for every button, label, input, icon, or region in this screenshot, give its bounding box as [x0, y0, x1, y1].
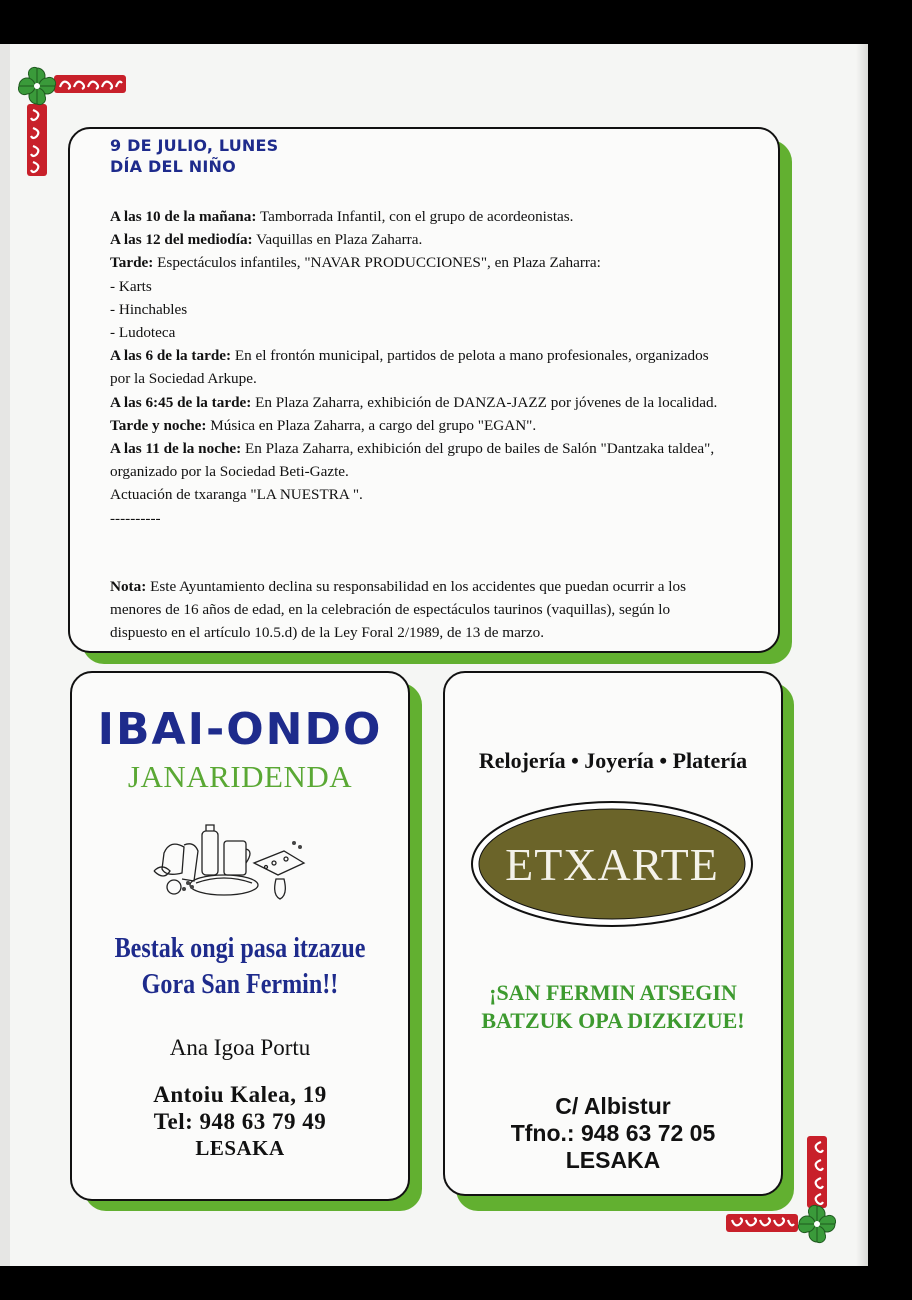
note-lead: Nota:	[110, 578, 147, 595]
etxarte-greeting	[445, 979, 781, 1035]
ibaiondo-street: Antoiu Kalea, 19	[153, 1082, 327, 1107]
program-item-text: ----------	[110, 509, 161, 527]
program-item-time: Tarde:	[110, 254, 154, 272]
program-item	[110, 228, 730, 251]
ibaiondo-slogan	[96, 931, 385, 1003]
note-text: Este Ayuntamiento declina su responsabilidad en los accidentes que puedan ocurrir a los menores de 16 años de edad, en la celebración de espectáculos taurinos (vaquillas), según lo dispuesto en el artículo 10.5.d) de la Ley Foral 2/1989, de 13 de marzo.	[110, 578, 686, 642]
program-item	[110, 507, 730, 530]
ornament-right-bar	[807, 1136, 827, 1208]
program-item-text: Música en Plaza Zaharra, a cargo del grupo "EGAN".	[206, 416, 537, 434]
program-item	[110, 414, 730, 437]
program-item-text: En el frontón municipal, partidos de pelota a mano profesionales, organizados por la Sociedad Arkupe.	[110, 347, 709, 388]
program-item	[110, 321, 730, 344]
program-note	[110, 575, 730, 645]
ibaiondo-owner: Ana Igoa Portu	[169, 1035, 311, 1060]
program-item	[110, 483, 730, 506]
program-item-text: Vaquillas en Plaza Zaharra.	[252, 231, 423, 249]
program-item-time: A las 10 de la mañana:	[110, 208, 257, 225]
lauburu-icon	[795, 1202, 839, 1246]
ibaiondo-address	[72, 1081, 408, 1162]
program-item-text: Espectáculos infantiles, "NAVAR PRODUCCIONES", en Plaza Zaharra:	[153, 254, 601, 272]
food-illustration	[144, 823, 324, 903]
greeting-line-2: BATZUK OPA DIZKIZUE!	[481, 1008, 745, 1033]
program-item-text: - Hinchables	[110, 300, 188, 318]
program-list	[110, 205, 730, 530]
program-heading	[110, 135, 278, 177]
etxarte-tagline: Relojería • Joyería • Platería	[478, 748, 748, 773]
ornament-top-bar	[54, 75, 126, 93]
ibaiondo-ad	[70, 671, 410, 1201]
heading-date: 9 DE JULIO, LUNES	[110, 136, 279, 155]
program-item	[110, 298, 730, 321]
etxarte-ad	[443, 671, 783, 1196]
program-item-text: Tamborrada Infantil, con el grupo de acordeonistas.	[256, 208, 574, 225]
etxarte-brand: ETXARTE	[505, 838, 719, 890]
greeting-line-1: ¡SAN FERMIN ATSEGIN	[489, 980, 737, 1005]
program-item-time: A las 12 del mediodía:	[110, 231, 253, 249]
program-item-text: En Plaza Zaharra, exhibición del grupo de bailes de Salón "Dantzaka taldea", organizado por la Sociedad Beti-Gazte.	[110, 440, 715, 481]
program-item	[110, 391, 730, 414]
program-item-text: - Ludoteca	[110, 324, 176, 342]
program-item	[110, 437, 730, 483]
program-box	[68, 127, 780, 653]
lauburu-icon	[15, 64, 59, 108]
page-spine	[0, 44, 10, 1266]
etxarte-phone: Tfno.: 948 63 72 05	[510, 1120, 716, 1146]
ibaiondo-brand: IBAI-ONDO	[97, 704, 383, 755]
ibaiondo-phone: Tel: 948 63 79 49	[153, 1109, 327, 1134]
page-edge	[856, 44, 868, 1266]
etxarte-town: LESAKA	[565, 1147, 661, 1173]
ibaiondo-town: LESAKA	[195, 1136, 285, 1160]
program-item-text: En Plaza Zaharra, exhibición de DANZA-JAZZ por jóvenes de la localidad.	[251, 393, 718, 411]
program-item	[110, 344, 730, 390]
program-item-time: A las 11 de la noche:	[110, 440, 242, 458]
heading-title: DÍA DEL NIÑO	[110, 157, 236, 176]
ornament-bottom-bar	[726, 1214, 798, 1232]
program-item	[110, 275, 730, 298]
program-item-time: A las 6:45 de la tarde:	[110, 393, 252, 411]
etxarte-address	[445, 1093, 781, 1174]
program-item-time: A las 6 de la tarde:	[110, 347, 232, 365]
program-item-text: - Karts	[110, 277, 152, 295]
program-item-text: Actuación de txaranga "LA NUESTRA ".	[110, 486, 363, 504]
slogan-line-2: Gora San Fermin!!	[141, 969, 339, 1000]
program-item	[110, 205, 730, 228]
etxarte-logo	[469, 799, 755, 929]
ornament-left-bar	[27, 104, 47, 176]
program-item	[110, 251, 730, 274]
slogan-line-1: Bestak ongi pasa itzazue	[114, 933, 366, 964]
etxarte-street: C/ Albistur	[555, 1093, 671, 1119]
ibaiondo-subtitle: JANARIDENDA	[127, 759, 353, 794]
program-item-time: Tarde y noche:	[110, 416, 207, 434]
